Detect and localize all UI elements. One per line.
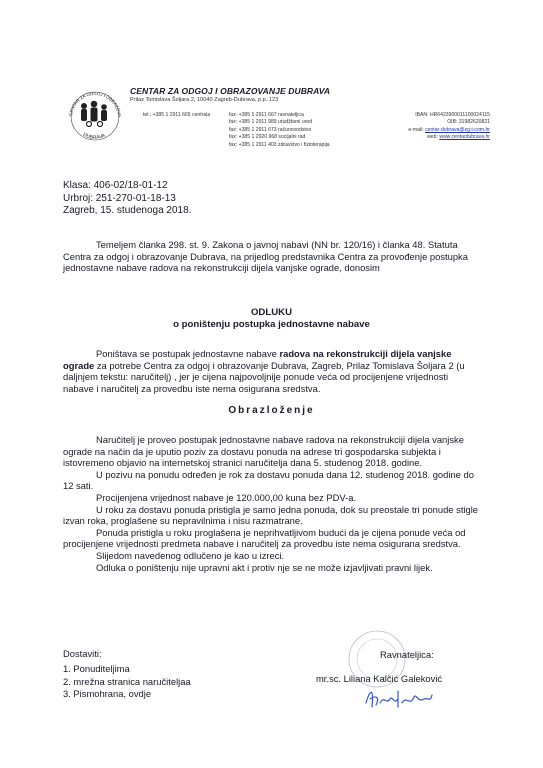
decision-subtitle: o poništenju postupka jednostavne nabave <box>173 319 370 330</box>
reasoning-text: Naručitelj je proveo postupak jednostavne nabave radova na rekonstrukciji dijela vanjske ograde na način da je uputio poziv za dostavu ponuda na adrese tri gospodarska subjekta i istovremeno objavio na internetskoj stranici naručitelja dana 5. studenog 2018. godine. <box>63 434 464 469</box>
reasoning-text: U roku za dostavu ponuda pristigla je samo jedna ponuda, dok su preostale tri ponude stigle izvan roka, proglašene su nepravilnima i nisu razmatrane. <box>63 503 479 527</box>
contact-bank-column <box>360 112 490 142</box>
reasoning-paragraph <box>63 434 478 469</box>
email-label: e-mail: <box>408 126 424 133</box>
delivery-heading: Dostaviti: <box>63 648 102 659</box>
reasoning-text: Slijedom navedenog odlučeno je kao u izreci. <box>96 549 285 561</box>
organization-address: Prilaz Tomislava Šoljara 2, 10040 Zagreb-Dubrava, p.p. 123 <box>130 97 279 103</box>
email-row <box>360 127 490 134</box>
decision-title: ODLUKU <box>250 307 293 318</box>
oib: OIB: 31982620821 <box>447 119 490 126</box>
urbroj: Urbroj: 251-270-01-18-13 <box>63 192 176 204</box>
svg-text:DUBRAVA <box>82 132 107 141</box>
web-link[interactable]: www.centardubrava.hr <box>439 134 490 141</box>
organization-name: CENTAR ZA ODGOJ I OBRAZOVANJE DUBRAVA <box>130 86 331 96</box>
reasoning-paragraph <box>63 492 478 504</box>
delivery-item: 1. Ponuditeljima <box>63 663 130 675</box>
contact-fax: fax: +385 1 2911 403 zdravstvo i fizioterapija <box>229 141 330 148</box>
iban: IBAN: HR6423900011100024115 <box>415 112 490 118</box>
klasa: Klasa: 406-02/18-01-12 <box>63 180 168 191</box>
reasoning-paragraph <box>63 550 478 562</box>
reasoning-block <box>63 434 478 573</box>
logo-text-bottom: DUBRAVA <box>81 131 107 141</box>
decision-text-bold: radova na rekonstrukciji dijela vanjske ograde <box>63 348 452 371</box>
contact-fax-column <box>229 112 330 149</box>
decision-text-before: Poništava se postupak jednostavne nabave <box>96 348 280 359</box>
decision-text-after: za potrebe Centra za odgoj i obrazovanje Dubrava, Zagreb, Prilaz Tomislava Šoljara 2 (u daljnjem tekstu: naručitelj) , jer je cijena najpovoljnije ponude veća od procijenjene vrijednosti nabave i naručitelj za provedbu iste nema osigurana sredstva. <box>63 359 465 394</box>
reasoning-paragraph <box>63 527 478 550</box>
reference-block <box>63 180 191 218</box>
reasoning-text: Ponuda pristigla u roku proglašena je neprihvatljivom budući da je cijena ponude veća od procijenjene vrijednosti predmeta nabave i naručitelj za provedbu iste nema osigurana sredstva. <box>63 526 466 550</box>
contact-fax: fax: +385 1 2911 989 urudžbeni ured <box>229 119 313 126</box>
signatory-name: mr.sc. Liliana Kalčić Galeković <box>316 673 443 684</box>
delivery-item: 2. mrežna stranica naručiteljaa <box>63 675 191 687</box>
reasoning-paragraph <box>63 562 478 574</box>
organization-logo <box>64 78 126 150</box>
intro-text: Temeljem članka 298. st. 9. Zakona o javnoj nabavi (NN br. 120/16) i članka 48. Statuta Centra za odgoj i obrazovanje Dubrava, na prijedlog predstavnika Centra za provođenje postupka jednostavne nabave radova na rekonstrukciji dijela vanjske ograde, donosim <box>63 239 468 274</box>
delivery-list <box>63 648 191 700</box>
web-label: web: <box>427 134 438 141</box>
document-date: Zagreb, 15. studenoga 2018. <box>63 205 192 217</box>
decision-paragraph <box>63 348 478 394</box>
reasoning-text: Odluka o poništenju nije upravni akt i protiv nje se ne može izjavljivati pravni lijek. <box>96 561 433 573</box>
signatory-role: Ravnateljica: <box>380 649 434 660</box>
contact-fax: fax: +385 1 2911 667 ravnateljica <box>229 112 304 118</box>
reasoning-paragraph <box>63 469 478 492</box>
reasoning-text: U pozivu na ponudu određen je rok za dostavu ponuda dana 12. studenog 2018. godine do 12 sati. <box>63 468 474 492</box>
reasoning-title: Obrazloženje <box>228 405 315 416</box>
web-row <box>360 134 490 141</box>
handwritten-signature <box>362 681 436 715</box>
delivery-item: 3. Pismohrana, ovdje <box>63 687 152 699</box>
intro-paragraph <box>63 239 478 274</box>
logo-text-top: CENTAR ZA ODGOJ I OBRAZOVA <box>68 90 123 118</box>
reasoning-paragraph <box>63 504 478 527</box>
contact-fax: fax: +385 1 2920 968 socijalni rad <box>229 134 306 141</box>
contact-phone-column <box>143 112 210 119</box>
reasoning-text: Procijenjena vrijednost nabave je 120.000,00 kuna bez PDV-a. <box>96 491 357 503</box>
contact-fax: fax: +385 1 2911 673 računovodstvo <box>229 126 312 133</box>
contact-phone: tel.: +385 1 2911 665 centrala <box>143 112 211 118</box>
email-link[interactable]: centar-dubrava@zg.t-com.hr <box>425 126 490 133</box>
